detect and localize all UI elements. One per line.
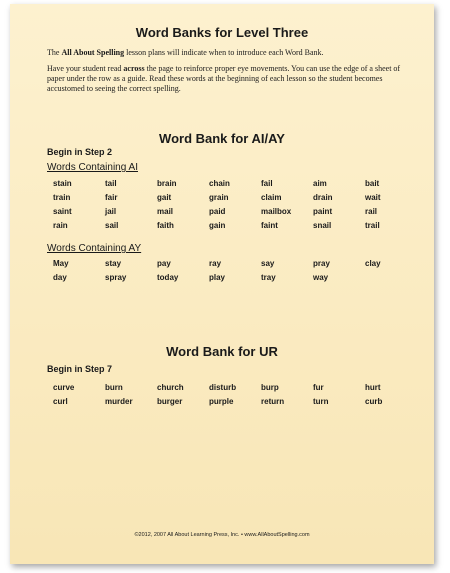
- word-cell: paid: [209, 207, 226, 216]
- section-title-ur: Word Bank for UR: [166, 344, 278, 359]
- word-cell: chain: [209, 179, 230, 188]
- word-cell: tray: [261, 273, 276, 282]
- word-cell: drain: [313, 193, 333, 202]
- word-cell: tail: [105, 179, 117, 188]
- word-cell: wait: [365, 193, 381, 202]
- word-cell: gain: [209, 221, 226, 230]
- word-cell: burger: [157, 397, 183, 406]
- intro-text: Have your student read: [47, 64, 124, 73]
- word-cell: hurt: [365, 383, 381, 392]
- intro-bold: All About Spelling: [61, 48, 125, 57]
- word-cell: way: [313, 273, 329, 282]
- word-grid-ai: [53, 178, 417, 231]
- intro-text: the page to reinforce proper eye movements. You can use the edge of a sheet of paper under the row as a guide. Read these words at the beginning of each lesson so the student becomes accustomed to seeing the correct spelling.: [47, 64, 401, 93]
- word-cell: curl: [53, 397, 68, 406]
- word-cell: bait: [365, 179, 380, 188]
- word-cell: stain: [53, 179, 72, 188]
- subheading-ay: Words Containing AY: [47, 243, 142, 254]
- word-grid-ur: [53, 382, 417, 407]
- word-cell: fail: [261, 179, 273, 188]
- word-cell: mail: [157, 207, 174, 216]
- word-cell: return: [261, 397, 285, 406]
- word-cell: jail: [105, 207, 117, 216]
- word-cell: train: [53, 193, 71, 202]
- word-cell: saint: [53, 207, 72, 216]
- word-cell: curb: [365, 397, 383, 406]
- worksheet-page: [10, 4, 434, 564]
- word-cell: pray: [313, 259, 330, 268]
- word-cell: curve: [53, 383, 75, 392]
- copyright-footer: ©2012, 2007 All About Learning Press, Inc. • www.AllAboutSpelling.com: [134, 532, 310, 538]
- word-cell: aim: [313, 179, 327, 188]
- word-cell: claim: [261, 193, 282, 202]
- word-cell: burp: [261, 383, 279, 392]
- section-title-ai-ay: Word Bank for AI/AY: [159, 131, 285, 146]
- word-cell: May: [53, 259, 69, 268]
- word-cell: disturb: [209, 383, 237, 392]
- subheading-ai: Words Containing AI: [47, 162, 138, 173]
- intro-text: lesson plans will indicate when to introduce each Word Bank.: [124, 48, 324, 57]
- word-cell: day: [53, 273, 67, 282]
- word-cell: paint: [313, 207, 333, 216]
- word-cell: today: [157, 273, 179, 282]
- word-cell: spray: [105, 273, 127, 282]
- intro-paragraph-1: [47, 48, 402, 58]
- word-cell: clay: [365, 259, 381, 268]
- word-cell: sail: [105, 221, 119, 230]
- word-cell: trail: [365, 221, 380, 230]
- word-cell: purple: [209, 397, 234, 406]
- intro-text: The: [47, 48, 62, 57]
- word-cell: brain: [157, 179, 177, 188]
- word-cell: faint: [261, 221, 278, 230]
- word-cell: rain: [53, 221, 68, 230]
- word-cell: stay: [105, 259, 122, 268]
- word-cell: fair: [105, 193, 118, 202]
- intro-paragraph-2: [47, 64, 402, 94]
- word-grid-ay: [53, 258, 417, 283]
- word-cell: faith: [157, 221, 174, 230]
- word-cell: fur: [313, 383, 324, 392]
- word-cell: pay: [157, 259, 171, 268]
- word-cell: say: [261, 259, 275, 268]
- word-cell: mailbox: [261, 207, 292, 216]
- word-cell: rail: [365, 207, 378, 216]
- word-cell: play: [209, 273, 226, 282]
- word-cell: snail: [313, 221, 332, 230]
- word-cell: murder: [105, 397, 133, 406]
- word-cell: church: [157, 383, 184, 392]
- word-cell: gait: [157, 193, 172, 202]
- intro-bold: across: [123, 64, 145, 73]
- word-cell: turn: [313, 397, 329, 406]
- word-cell: grain: [209, 193, 229, 202]
- step-label-ai-ay: Begin in Step 2: [47, 147, 113, 157]
- page-title: Word Banks for Level Three: [135, 25, 309, 40]
- step-label-ur: Begin in Step 7: [47, 364, 113, 374]
- word-cell: ray: [209, 259, 222, 268]
- word-cell: burn: [105, 383, 123, 392]
